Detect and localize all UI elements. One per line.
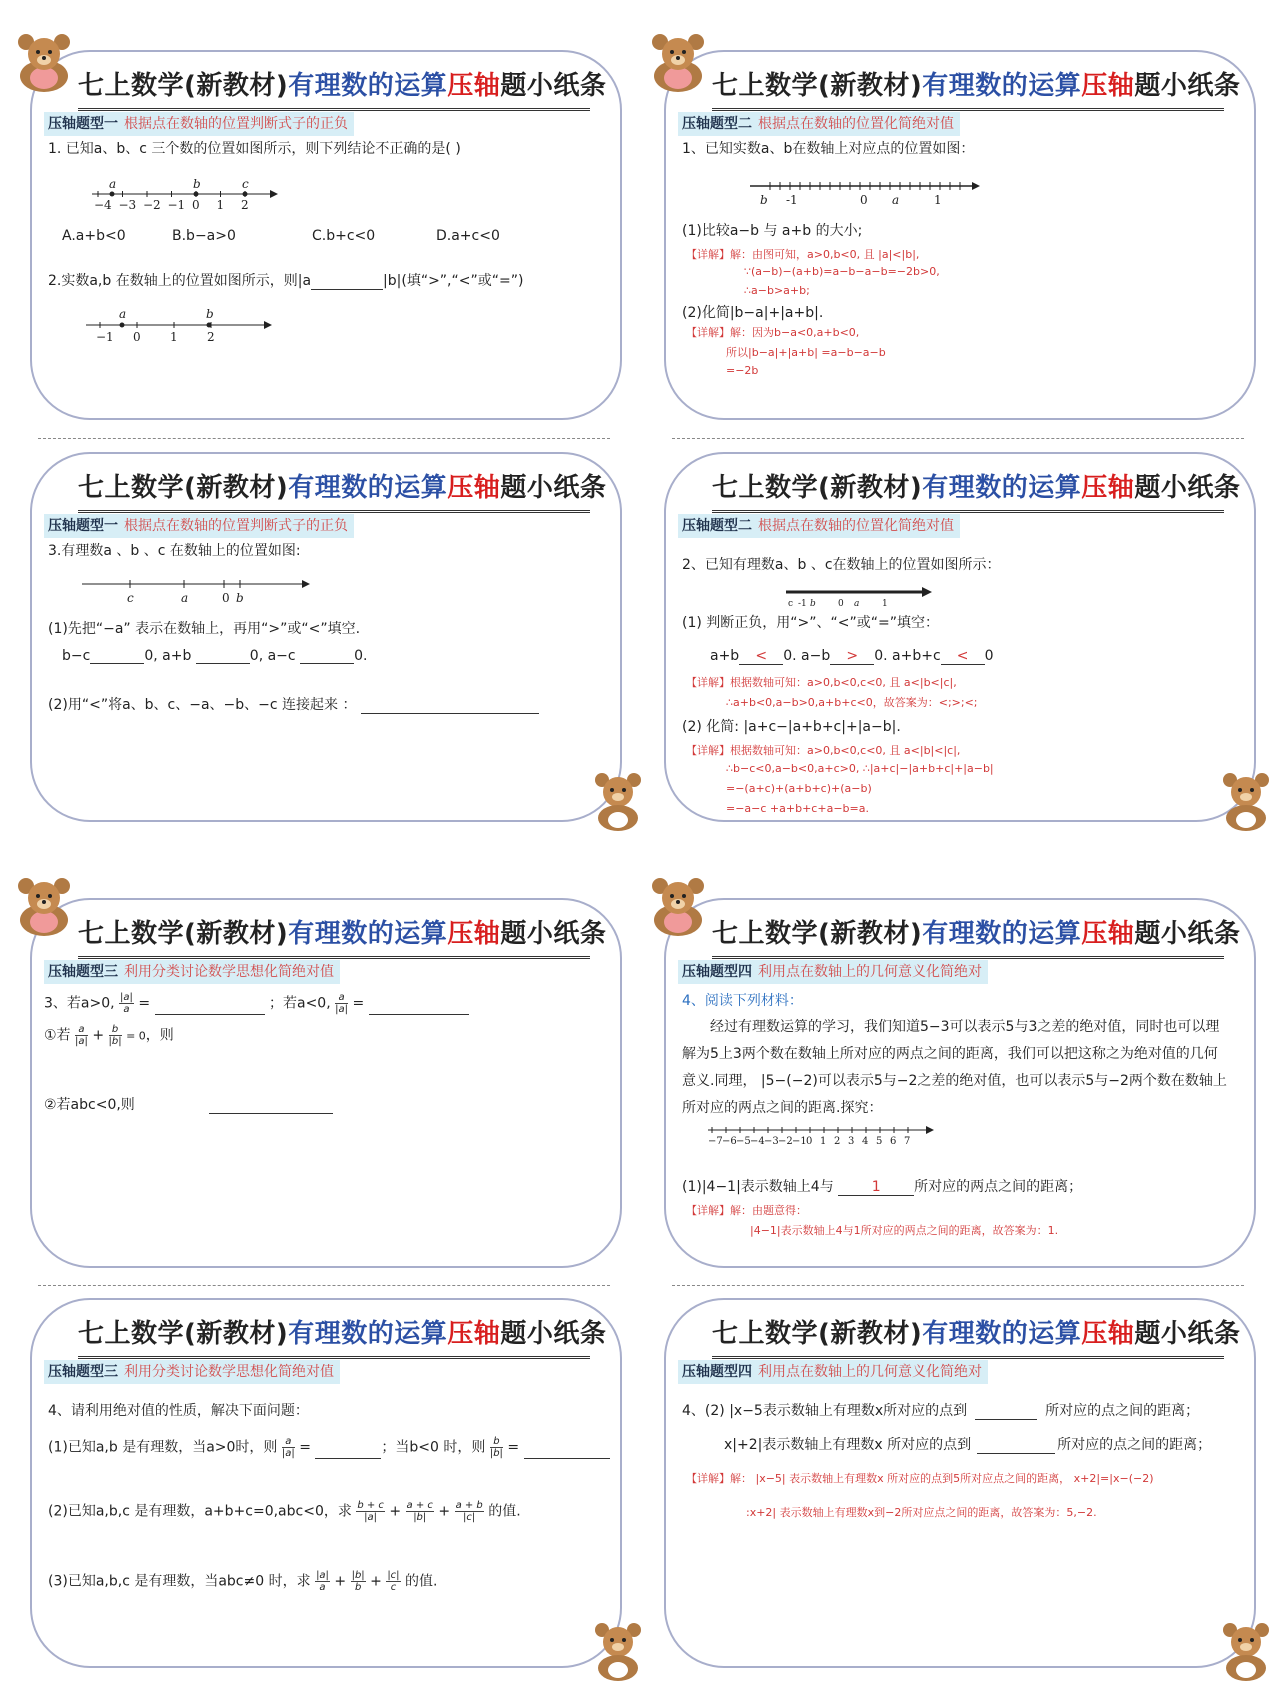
svg-text:b: b [810, 599, 816, 609]
label-b: b [236, 591, 244, 605]
point-c [243, 192, 248, 197]
label-a: a [892, 193, 900, 207]
part-2: (2)用“<”将a、b、c、−a、−b、−c 连接起来 ： [48, 694, 539, 714]
card-title: 七上数学(新教材)有理数的运算压轴题小纸条 [78, 468, 590, 513]
option-a: A.a+b<0 [62, 228, 126, 244]
part-1: (1)先把“−a” 表示在数轴上，再用“>”或“<”填空. [48, 621, 361, 637]
number-line-integers [708, 1122, 948, 1152]
svg-text:0: 0 [838, 599, 844, 609]
explain-2a: 【详解】根据数轴可知：a>0,b<0,c<0, 且 a<|b|<|c|, [686, 744, 961, 757]
label-b: b [206, 307, 214, 321]
question-1: 1、已知实数a、b在数轴上对应点的位置如图： [682, 141, 975, 157]
teddy-bear-icon [12, 876, 76, 936]
explain-1b: |4−1|表示数轴上4与1所对应的两点之间的距离，故答案为：1. [750, 1224, 1059, 1237]
number-line-ab [86, 307, 286, 347]
teddy-bear-icon [646, 876, 710, 936]
dashed-divider [38, 1285, 610, 1286]
tick-label: 2 [834, 1136, 841, 1147]
dashed-divider [672, 438, 1244, 439]
option-d: D.a+c<0 [436, 228, 500, 244]
tick-label: 2 [241, 198, 249, 212]
question-type-tag: 压轴题型四 利用点在数轴上的几何意义化简绝对 [678, 960, 988, 984]
explain-1: 【详解】解： |x−5| 表示数轴上有理数x 所对应的点到5所对应点之间的距离， x+2|=|x−(−2) [686, 1472, 1154, 1485]
number-line-ab [750, 172, 990, 212]
label-1: 1 [934, 193, 942, 207]
tick-label: 5 [876, 1136, 883, 1147]
tick-label: 1 [820, 1136, 827, 1147]
part-2-line-1: 4、(2) |x−5表示数轴上有理数x所对应的点到 所对应的点之间的距离； [682, 1403, 1200, 1419]
explain-2a: 【详解】解：因为b−a<0,a+b<0, [686, 326, 860, 339]
tick-label: −7 [708, 1136, 723, 1147]
teddy-bear-icon [646, 32, 710, 92]
explain-2c: =−(a+c)+(a+b+c)+(a−b) [726, 782, 872, 795]
label-a: a [181, 591, 189, 605]
card-title: 七上数学(新教材)有理数的运算压轴题小纸条 [712, 66, 1224, 111]
label-a: a [109, 177, 117, 191]
card-type4-q4 [664, 898, 1256, 1268]
card-title: 七上数学(新教材)有理数的运算压轴题小纸条 [712, 1314, 1224, 1359]
material-line-3: 意义.同理， |5−(−2)可以表示5与−2之差的绝对值，也可以表示5与−2两个数在数轴上 [682, 1073, 1227, 1089]
tick-label: −6 [722, 1136, 737, 1147]
label-c: c [127, 591, 134, 605]
explain-1a: 【详解】根据数轴可知：a>0,b<0,c<0, 且 a<|b<|c|, [686, 676, 957, 689]
card-title: 七上数学(新教材)有理数的运算压轴题小纸条 [712, 914, 1224, 959]
tick-label: −2 [143, 198, 161, 212]
number-line-cab [82, 572, 322, 612]
explain-2b: ∴b−c<0,a−b<0,a+c>0, ∴|a+c|−|a+b+c|+|a−b| [726, 762, 994, 775]
part-1: (1)已知a,b 是有理数，当a>0时，则 $\frac{a}{|a|}$ = ；当b<0 时，则 $\frac{b}{|b|}$ = [48, 1436, 610, 1459]
question-type-tag: 压轴题型一 根据点在数轴的位置判断式子的正负 [44, 112, 354, 136]
part-2: (2)已知a,b,c 是有理数，a+b+c=0,abc<0，求 $\frac{b + c}{|a|}$ + $\frac{a + c}{|b|}$ + $\frac{a + b}{|c|}$ 的值. [48, 1500, 521, 1523]
card-title: 七上数学(新教材)有理数的运算压轴题小纸条 [78, 1314, 590, 1359]
card-type3-q4 [30, 1298, 622, 1668]
teddy-bear-sitting-icon [586, 772, 650, 832]
dashed-divider [38, 438, 610, 439]
material-line-4: 所对应的两点之间的距离.探究： [682, 1100, 883, 1116]
question-type-tag: 压轴题型二 根据点在数轴的位置化简绝对值 [678, 514, 960, 538]
tick-label: −5 [736, 1136, 751, 1147]
tick-label: 1 [216, 198, 225, 212]
part-3: (3)已知a,b,c 是有理数，当abc≠0 时，求 $\frac{|a|}{a}$ + $\frac{|b|}{b}$ + $\frac{|c|}{c}$ 的值. [48, 1570, 438, 1593]
card-title: 七上数学(新教材)有理数的运算压轴题小纸条 [712, 468, 1224, 513]
tick-label: 0 [192, 198, 200, 212]
tick-label: 6 [890, 1136, 897, 1147]
sub-question-1: ①若 $\frac{a}{|a|}$ + $\frac{b}{|b|}$ = 0，则 [44, 1024, 174, 1047]
explain-2b: 所以|b−a|+|a+b| =a−b−a−b [726, 346, 886, 359]
tick-label: −1 [167, 198, 186, 212]
part-1: (1)比较a−b 与 a+b 的大小; [682, 223, 863, 239]
label-a: a [119, 307, 127, 321]
explain-1b: ∵(a−b)−(a+b)=a−b−a−b=−2b>0, [744, 265, 940, 278]
teddy-bear-sitting-icon [1214, 1622, 1278, 1682]
teddy-bear-sitting-icon [1214, 772, 1278, 832]
part-2-line-2: x|+2|表示数轴上有理数x 所对应的点到 所对应的点之间的距离； [724, 1437, 1212, 1453]
material-line-2: 解为5上3两个数在数轴上所对应的两点之间的距离，我们可以把这称之为绝对值的几何 [682, 1046, 1218, 1062]
svg-text:c: c [788, 599, 794, 609]
sub-question-2: ②若abc<0,则 [44, 1094, 333, 1114]
question-type-tag: 压轴题型三 利用分类讨论数学思想化简绝对值 [44, 960, 340, 984]
point-b [194, 192, 199, 197]
card-title: 七上数学(新教材)有理数的运算压轴题小纸条 [78, 66, 590, 111]
tick-label: −4 [750, 1136, 765, 1147]
question-type-tag: 压轴题型一 根据点在数轴的位置判断式子的正负 [44, 514, 354, 538]
svg-text:1: 1 [882, 599, 888, 609]
explain-1c: ∴a−b>a+b; [744, 284, 810, 297]
explain-1b: ∴a+b<0,a−b>0,a+b+c<0，故答案为：<;>;<; [726, 696, 978, 709]
card-title: 七上数学(新教材)有理数的运算压轴题小纸条 [78, 914, 590, 959]
part-2: (2)化简|b−a|+|a+b|. [682, 305, 824, 321]
label-0: 0 [222, 591, 230, 605]
material-line-1: 经过有理数运算的学习，我们知道5−3可以表示5与3之差的绝对值，同时也可以理 [710, 1019, 1220, 1035]
point-b [207, 323, 212, 328]
teddy-bear-icon [12, 32, 76, 92]
dashed-divider [672, 1285, 1244, 1286]
explain-2d: =−a−c +a+b+c+a−b=a. [726, 802, 869, 815]
question-4: 4、请利用绝对值的性质，解决下面问题： [48, 1403, 309, 1419]
tick-label: 0 [133, 330, 141, 344]
label-b: b [193, 177, 201, 191]
tick-label: −1 [96, 330, 114, 344]
explain-1a: 【详解】解：由题意得： [686, 1204, 807, 1217]
question-2: 2.实数a,b 在数轴上的位置如图所示，则|a |b|(填“>”,“<”或“=”) [48, 273, 524, 289]
question-3: 3、若a>0, $\frac{|a|}{a}$ = ；若a<0, $\frac{a}{|a|}$ = [44, 992, 469, 1015]
part-1: (1)|4−1|表示数轴上4与 1 所对应的两点之间的距离； [682, 1179, 1083, 1195]
card-type3-q3 [30, 898, 622, 1268]
label-neg1: -1 [786, 193, 798, 207]
card-type1-q1 [30, 50, 622, 420]
explain-2: :x+2| 表示数轴上有理数x到−2所对应点之间的距离，故答案为：5,−2. [746, 1506, 1097, 1519]
tick-label: 1 [170, 330, 178, 344]
tick-label: 0 [806, 1136, 813, 1147]
card-type2-q2 [664, 452, 1256, 822]
question-type-tag: 压轴题型四 利用点在数轴上的几何意义化简绝对 [678, 1360, 988, 1384]
point-a [110, 192, 115, 197]
part-2: (2) 化简: |a+c−|a+b+c|+|a−b|. [682, 719, 901, 735]
tick-label: −2 [778, 1136, 793, 1147]
tick-label: −4 [94, 198, 112, 212]
tick-label: 3 [848, 1136, 855, 1147]
question-type-tag: 压轴题型二 根据点在数轴的位置化简绝对值 [678, 112, 960, 136]
card-type4-q4-part2 [664, 1298, 1256, 1668]
part-1-blanks: b−c 0, a+b 0, a−c 0. [62, 648, 368, 664]
number-line-cba [786, 584, 946, 614]
option-c: C.b+c<0 [312, 228, 376, 244]
tick-label: 4 [862, 1136, 869, 1147]
svg-text:-1: -1 [798, 599, 807, 609]
explain-1a: 【详解】解：由图可知，a>0,b<0, 且 |a|<|b|, [686, 248, 920, 261]
explain-2c: =−2b [726, 364, 759, 377]
question-2: 2、已知有理数a、b 、c在数轴上的位置如图所示： [682, 557, 1001, 573]
material-heading: 4、阅读下列材料： [682, 993, 803, 1009]
card-type1-q3 [30, 452, 622, 822]
tick-label: −3 [118, 198, 137, 212]
label-0: 0 [860, 193, 868, 207]
part-1-answers: a+b < 0. a−b > 0. a+b+c < 0 [710, 648, 994, 664]
question-1: 1. 已知a、b、c 三个数的位置如图所示，则下列结论不正确的是( ) [48, 141, 461, 157]
number-line-abc [92, 177, 312, 217]
tick-label: 2 [207, 330, 215, 344]
tick-label: −3 [764, 1136, 779, 1147]
option-b: B.b−a>0 [172, 228, 236, 244]
part-1: (1) 判断正负，用“>”、“<”或“=”填空： [682, 615, 939, 631]
teddy-bear-sitting-icon [586, 1622, 650, 1682]
question-type-tag: 压轴题型三 利用分类讨论数学思想化简绝对值 [44, 1360, 340, 1384]
svg-text:a: a [854, 599, 860, 609]
tick-label: 7 [904, 1136, 911, 1147]
card-type2-q1 [664, 50, 1256, 420]
label-b: b [760, 193, 768, 207]
point-a [120, 323, 125, 328]
tick-label: −1 [792, 1136, 807, 1147]
label-c: c [242, 177, 249, 191]
question-3: 3.有理数a 、b 、c 在数轴上的位置如图: [48, 543, 301, 559]
